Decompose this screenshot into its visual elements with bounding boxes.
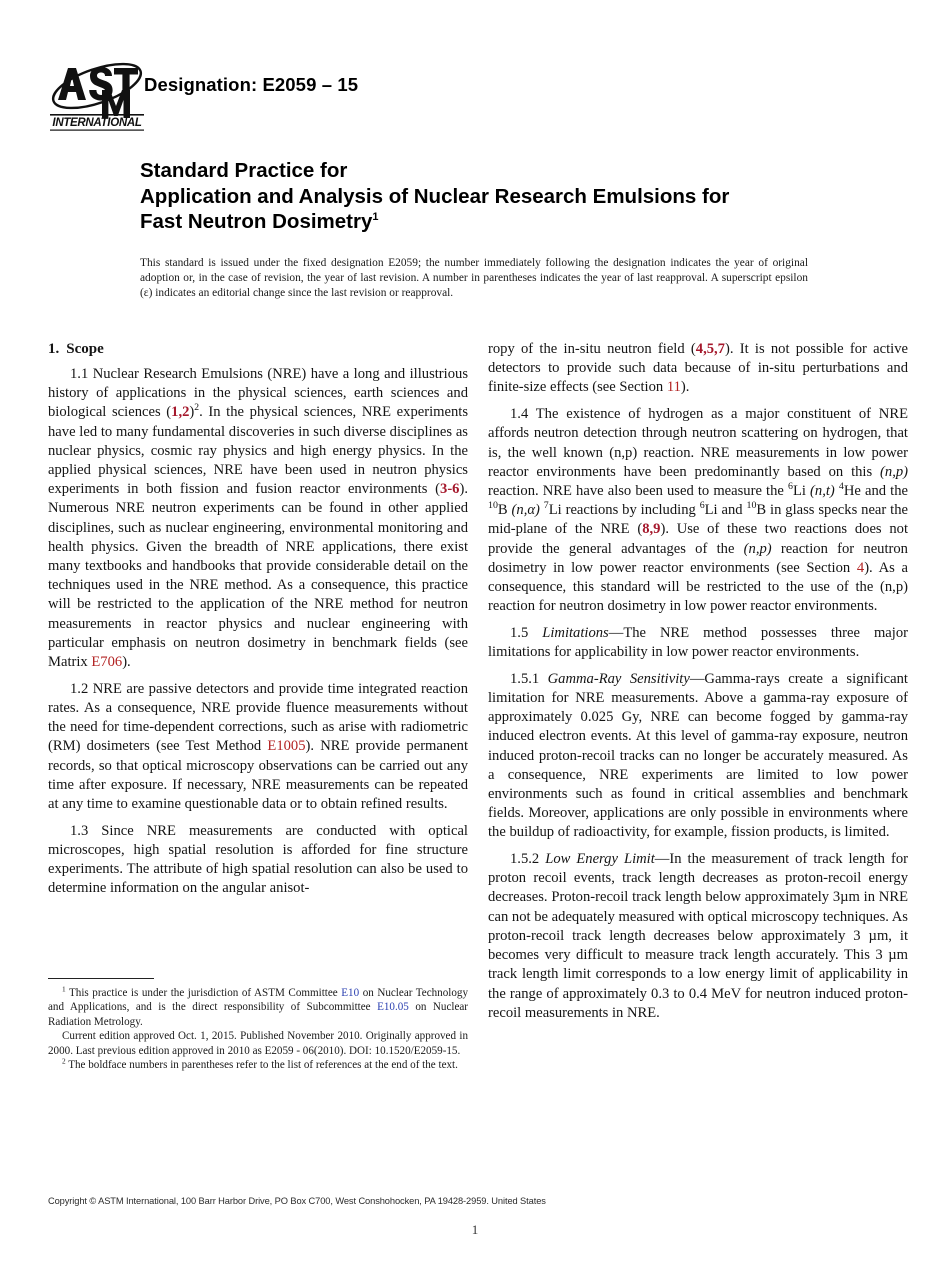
title-line-3 (140, 209, 900, 235)
para-number: 1.1 (70, 366, 89, 382)
section-title: Scope (66, 341, 104, 357)
svg-text:INTERNATIONAL: INTERNATIONAL (52, 117, 142, 129)
para-text: Since NRE measurements are conducted with optical microscopes, high spatial resolution is afforded for fine structure experiments. The attribute of high spatial resolution can also be used to determine information on the angular anisot- (48, 822, 468, 897)
para-text: reaction for neutron dosimetry in low power reactor environments (see Section (488, 540, 908, 576)
reference-link-3-6[interactable]: 3-6 (440, 481, 460, 498)
para-text: ). Numerous NRE neutron experiments can be found in other applied disciplines, such as nuclear engineering, environmental monitoring and health physics. Given the breadth of NRE applications, there exist many textbooks and handbooks that provide considerable detail on the techniques used in the NRE method. As a consequence, this practice will be restricted to the application of the NRE method for neutron measurements in reactor physics and nuclear engineering with particular emphasis on neutron dosimetry in benchmark fields (see Matrix (48, 481, 468, 671)
para-text: NRE are passive detectors and provide time integrated reaction rates. As a consequence, NRE provide fluence measurements without the need for time-dependent corrections, such as arise with radiometric (RM) dosimeters (see Test Method (48, 680, 468, 755)
para-text: ). (122, 654, 131, 671)
para-number: 1.5.2 (510, 851, 540, 868)
title-footnote-marker: 1 (372, 211, 379, 224)
footnotes-block (48, 978, 468, 1072)
title-line-3-text: Fast Neutron Dosimetry (140, 210, 373, 233)
footnote-text: on Nuclear Radiation Metrology. (48, 1001, 468, 1028)
para-number: 1.3 (70, 822, 89, 839)
footnote-text: on Nuclear Technology and Applications, and is the direct responsibility of Subcommittee (48, 987, 468, 1014)
reaction-np-2: (n,p) (743, 540, 772, 557)
issue-note: This standard is issued under the fixed designation E2059; the number immediately following the designation indicates the year of original adoption or, in the case of revision, the year of last revision. A number in parentheses indicates the year of last reapproval. A superscript epsilon (ε) indicates an editorial change since the last revision or reapproval. (140, 257, 808, 300)
section-link-4[interactable]: 4 (856, 559, 865, 576)
paragraph-1-3 (48, 822, 468, 899)
isotope-mass-10: 10 (488, 500, 498, 512)
footnote-text: The boldface numbers in parentheses refer to the list of references at the end of the text. (68, 1059, 458, 1072)
paragraph-1-4 (488, 405, 908, 616)
para-text: ). (680, 379, 690, 396)
reference-link-4-5-7[interactable]: 4,5,7 (695, 341, 725, 357)
para-text: . In the physical sciences, NRE experiments have led to many fundamental discoveries in such diverse disciplines as nuclear physics, cosmic ray physics and high energy physics. In the applied physical sciences, NRE have been used in neutron physics experiments in both fission and fusion reactor environments ( (48, 404, 469, 498)
paragraph-1-3-continued (488, 340, 908, 398)
para-text: ). It is not possible for active detectors to provide such data because of in-situ perturbations and finite-size effects (see Section (488, 341, 908, 396)
page-number: 1 (471, 1222, 479, 1237)
section-heading-scope (48, 340, 468, 359)
footnote-marker-2: 2 (194, 402, 200, 414)
footnote-1 (48, 986, 468, 1029)
title-line-2: Application and Analysis of Nuclear Research Emulsions for (140, 184, 730, 208)
masthead (48, 58, 908, 148)
paragraph-1-2 (48, 680, 468, 814)
element-li: Li (792, 482, 811, 499)
right-column (488, 340, 908, 1023)
para-text: reaction. NRE have also been used to measure the (488, 482, 788, 499)
element-li-2: Li reactions by including (548, 502, 700, 519)
reaction-np: (n,p) (880, 463, 908, 480)
footnote-separator-rule (48, 978, 154, 979)
paragraph-1-1 (48, 365, 468, 672)
element-b: B (497, 502, 512, 519)
left-column (48, 340, 468, 898)
paragraph-1-5-2 (488, 850, 908, 1023)
para-number: 1.5.1 (510, 670, 540, 687)
footnote-text: This practice is under the jurisdiction of ASTM Committee (69, 987, 342, 999)
footnote-1-marker: 1 (62, 984, 66, 994)
element-he: He and the (843, 482, 909, 499)
term-low-energy-limit: Low Energy Limit (545, 851, 655, 868)
reference-link-1-2[interactable]: 1,2 (171, 404, 190, 421)
para-text: ). NRE provide permanent records, so that optical microscopy observations can be carried out any time after exposure. If necessary, NRE measurements can be repeated at any time to examine questionable data or to obtain refined results. (48, 738, 469, 812)
reaction-nt: (n,t) (810, 482, 835, 499)
term-limitations: Limitations (542, 624, 609, 641)
para-number: 1.4 (510, 406, 529, 423)
para-text: ). As a consequence, this standard will be restricted to the use of the (n,p) reaction for neutron dosimetry in low power reactor environments. (488, 559, 908, 615)
committee-link-e10[interactable]: E10 (341, 987, 360, 999)
document-title (140, 158, 900, 235)
paragraph-1-5 (488, 624, 908, 662)
isotope-mass-6: 6 (788, 481, 793, 493)
para-number: 1.2 (70, 680, 89, 697)
para-number: 1.5 (510, 624, 529, 641)
title-line-1: Standard Practice for (140, 159, 348, 182)
footnote-2 (48, 1058, 468, 1072)
section-number: 1. (48, 341, 60, 357)
para-text: —The NRE method possesses three major limitations for applicability in low power reactor environments. (488, 624, 908, 661)
para-text: Nuclear Research Emulsions (NRE) have a long and illustrious history of applications in the physical sciences, earth sciences and biological sciences ( (48, 366, 468, 421)
standard-link-e706[interactable]: E706 (91, 654, 123, 671)
para-text: —In the measurement of track length for proton recoil events, track length decreases as proton-recoil energy decreases. Proton-recoil track length below approximately 3µm in NRE can not be adequately measured with optical microscopy techniques. As proton-recoil track length decreases below approximately 3 µm, it becomes very difficult to measure track length accurately. This 3 µm track length limit corresponds to a low energy limit of applicability in the range of approximately 0.3 to 0.4 MeV for neutron induced proton-recoil measurements in NRE. (488, 851, 908, 1021)
element-li-3: Li and (704, 502, 747, 519)
astm-logo-icon (48, 58, 146, 136)
footnote-edition: Current edition approved Oct. 1, 2015. Published November 2010. Originally approved in 2000. Last previous edition approved in 2010 as E2059 - 06(2010). DOI: 10.1520/E2059-15. (48, 1030, 468, 1057)
reference-link-8-9[interactable]: 8,9 (642, 521, 661, 538)
para-text: ropy of the in-situ neutron field ( (488, 341, 696, 357)
isotope-mass-6b: 6 (699, 500, 705, 512)
element-b-2: B in glass specks near the mid-plane of the NRE ( (488, 502, 908, 538)
term-gamma-ray-sensitivity: Gamma-Ray Sensitivity (547, 670, 690, 687)
copyright-notice: Copyright © ASTM International, 100 Barr Harbor Drive, PO Box C700, West Conshohocken, PA 19428-2959. United States (48, 1196, 546, 1206)
para-text: The existence of hydrogen as a major constituent of NRE affords neutron detection through neutron scattering on hydrogen, that is, the well known (n,p) reaction. NRE measurements in low power reactor environments have been predominantly based on this (488, 406, 908, 480)
footnote-2-marker: 2 (62, 1056, 66, 1066)
isotope-mass-4: 4 (838, 481, 844, 493)
para-text: —Gamma-rays create a significant limitation for NRE measurements. Above a gamma-ray exposure of approximately 0.025 Gy, NRE can become fogged by gamma-ray induced electron events. At this level of gamma-ray exposure, neutron induced proton-recoil tracks can no longer be accurately measured. As a consequence, NRE experiments are limited to low power environments such as found in critical assemblies and benchmark fields. Moreover, applications are only possible in environments where the buildup of radioactivity, for example, fission products, is limited. (488, 670, 908, 841)
para-text: ) (189, 404, 195, 421)
para-text: ). Use of these two reactions does not provide the general advantages of the (488, 521, 908, 557)
designation-label: Designation: E2059 – 15 (144, 74, 359, 95)
section-link-11[interactable]: 11 (666, 379, 681, 396)
paragraph-1-5-1 (488, 670, 908, 843)
isotope-mass-7: 7 (543, 500, 549, 512)
isotope-mass-10b: 10 (746, 500, 757, 512)
reaction-nalpha: (n,α) (511, 502, 540, 519)
standard-link-e1005[interactable]: E1005 (267, 738, 306, 755)
subcommittee-link-e1005[interactable]: E10.05 (377, 1001, 409, 1014)
